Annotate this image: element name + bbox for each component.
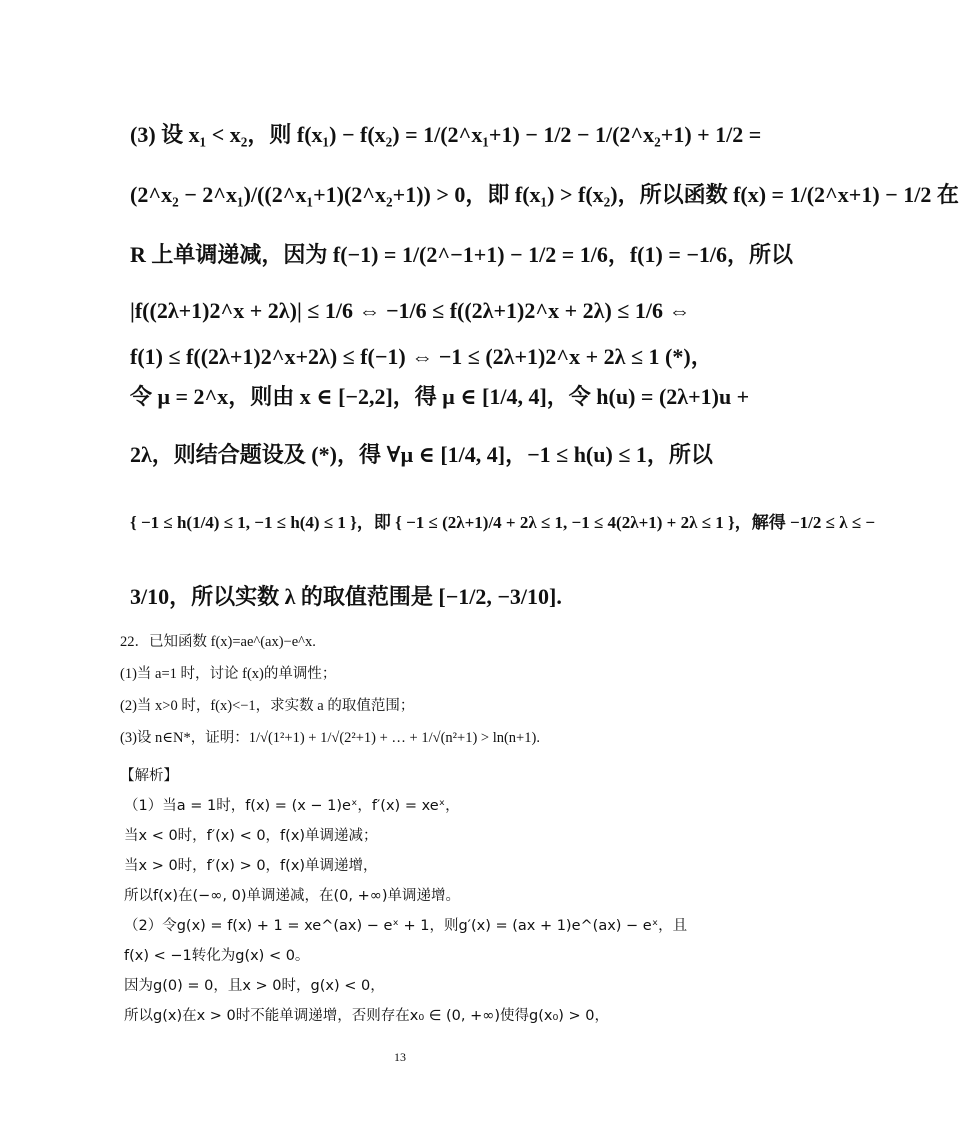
analysis-heading: 【解析】 (120, 768, 178, 784)
problem-question-1: (1)当 a=1 时，讨论 f(x)的单调性； (120, 666, 337, 682)
analysis-line-7: 因为g(0) = 0，且x > 0时，g(x) < 0， (124, 978, 385, 994)
problem-stem: 22．已知函数 f(x)=ae^(ax)−e^x. (120, 634, 316, 650)
solution-line-1: (3) 设 x₁ < x₂，则 f(x₁) − f(x₂) = 1/(2^x₁+1) − 1/2 − 1/(2^x₂+1) + 1/2 = (130, 122, 762, 147)
problem-question-3: (3)设 n∈N*，证明：1/√(1²+1) + 1/√(2²+1) + … + 1/√(n²+1) > ln(n+1). (120, 730, 540, 746)
solution-line-4: |f((2λ+1)2^x + 2λ)| ≤ 1/6 ⇔ −1/6 ≤ f((2λ+1)2^x + 2λ) ≤ 1/6 ⇔ (130, 298, 691, 323)
analysis-line-8: 所以g(x)在x > 0时不能单调递增，否则存在x₀ ∈ (0, +∞)使得g(x₀) > 0， (124, 1008, 610, 1024)
solution-line-3: R 上单调递减，因为 f(−1) = 1/(2^−1+1) − 1/2 = 1/6，f(1) = −1/6，所以 (130, 242, 794, 267)
solution-line-2: (2^x₂ − 2^x₁)/((2^x₁+1)(2^x₂+1)) > 0，即 f(x₁) > f(x₂)，所以函数 f(x) = 1/(2^x+1) − 1/2 在 (130, 182, 959, 207)
analysis-line-4: 所以f(x)在(−∞, 0)单调递减，在(0, +∞)单调递增。 (124, 888, 460, 904)
page-number: 13 (394, 1050, 406, 1064)
analysis-line-6: f(x) < −1转化为g(x) < 0。 (124, 948, 310, 964)
analysis-line-5: （2）令g(x) = f(x) + 1 = xe^(ax) − eˣ + 1，则g′(x) = (ax + 1)e^(ax) − eˣ，且 (124, 918, 688, 934)
solution-line-6: 令 μ = 2^x，则由 x ∈ [−2,2]，得 μ ∈ [1/4, 4]，令 h(u) = (2λ+1)u + (130, 384, 750, 409)
problem-question-2: (2)当 x>0 时，f(x)<−1，求实数 a 的取值范围； (120, 698, 415, 714)
solution-line-7: 2λ，则结合题设及 (*)，得 ∀μ ∈ [1/4, 4]，−1 ≤ h(u) ≤ 1，所以 (130, 442, 713, 467)
analysis-line-2: 当x < 0时，f′(x) < 0，f(x)单调递减； (124, 828, 378, 844)
analysis-line-1: （1）当a = 1时，f(x) = (x − 1)eˣ，f′(x) = xeˣ， (124, 798, 460, 814)
analysis-line-3: 当x > 0时，f′(x) > 0，f(x)单调递增， (124, 858, 378, 874)
solution-line-9: 3/10，所以实数 λ 的取值范围是 [−1/2, −3/10]. (130, 584, 562, 609)
solution-line-8: { −1 ≤ h(1/4) ≤ 1, −1 ≤ h(4) ≤ 1 }，即 { −1 ≤ (2λ+1)/4 + 2λ ≤ 1, −1 ≤ 4(2λ+1) + 2λ ≤ 1 }，解得 −1/2 ≤ λ ≤ − (130, 513, 876, 532)
solution-line-5: f(1) ≤ f((2λ+1)2^x+2λ) ≤ f(−1) ⇔ −1 ≤ (2λ+1)2^x + 2λ ≤ 1 (*)， (130, 344, 713, 369)
